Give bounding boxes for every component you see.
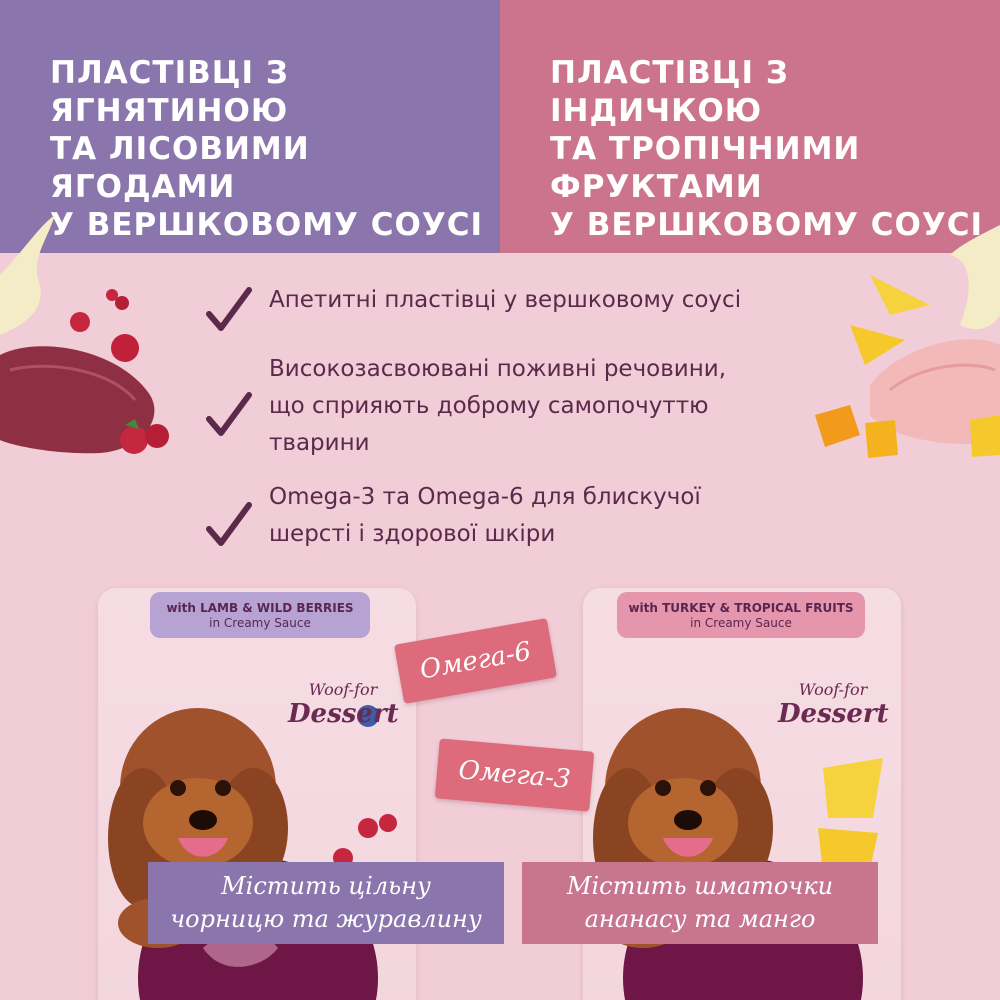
brand-name: Dessert [778,699,889,729]
pouch-flavor-name: with LAMB & WILD BERRIES [166,601,354,615]
brand-tagline: Woof-for [308,680,378,699]
omega-6-badge: Омега-6 [394,618,557,704]
left-header-title: ПЛАСТІВЦІ З ЯГНЯТИНОЮ ТА ЛІСОВИМИ ЯГОДАМИ У ВЕРШКОВОМУ СОУСІ [50,55,484,243]
pouch-flavor-label [617,592,865,638]
checkmark-icon [205,286,253,334]
benefit-text: Високозасвоювані поживні речовини, що сприяють доброму самопочуттю тварини [269,356,727,456]
benefit-text: Omega-3 та Omega-6 для блискучої шерсті і здорової шкіри [269,484,701,547]
pouch-brand-logo [288,680,398,729]
turkey-fruits-illustration [810,215,1000,465]
benefit-item [205,479,805,559]
benefit-text: Апетитні пластівці у вершковому соусі [269,287,742,313]
pouch-flavor-label [150,592,370,638]
benefit-item [205,351,805,479]
benefits-list [205,282,805,559]
brand-name: Dessert [288,699,399,729]
right-header-title: ПЛАСТІВЦІ З ІНДИЧКОЮ ТА ТРОПІЧНИМИ ФРУКТАМИ У ВЕРШКОВОМУ СОУСІ [550,55,984,243]
checkmark-icon [205,391,253,439]
omega-3-badge: Омега-3 [435,738,595,811]
pouch-flavor-sauce: in Creamy Sauce [690,616,792,630]
benefit-item [205,282,805,346]
brand-tagline: Woof-for [798,680,868,699]
checkmark-icon [205,501,253,549]
pouch-flavor-sauce: in Creamy Sauce [209,616,311,630]
pouch-flavor-name: with TURKEY & TROPICAL FRUITS [628,601,854,615]
lamb-berries-illustration [0,215,185,465]
pouch-brand-logo [778,680,888,729]
whole-berries-banner: Містить цільну чорницю та журавлину [148,862,504,944]
fruit-pieces-banner: Містить шматочки ананасу та манго [522,862,878,944]
